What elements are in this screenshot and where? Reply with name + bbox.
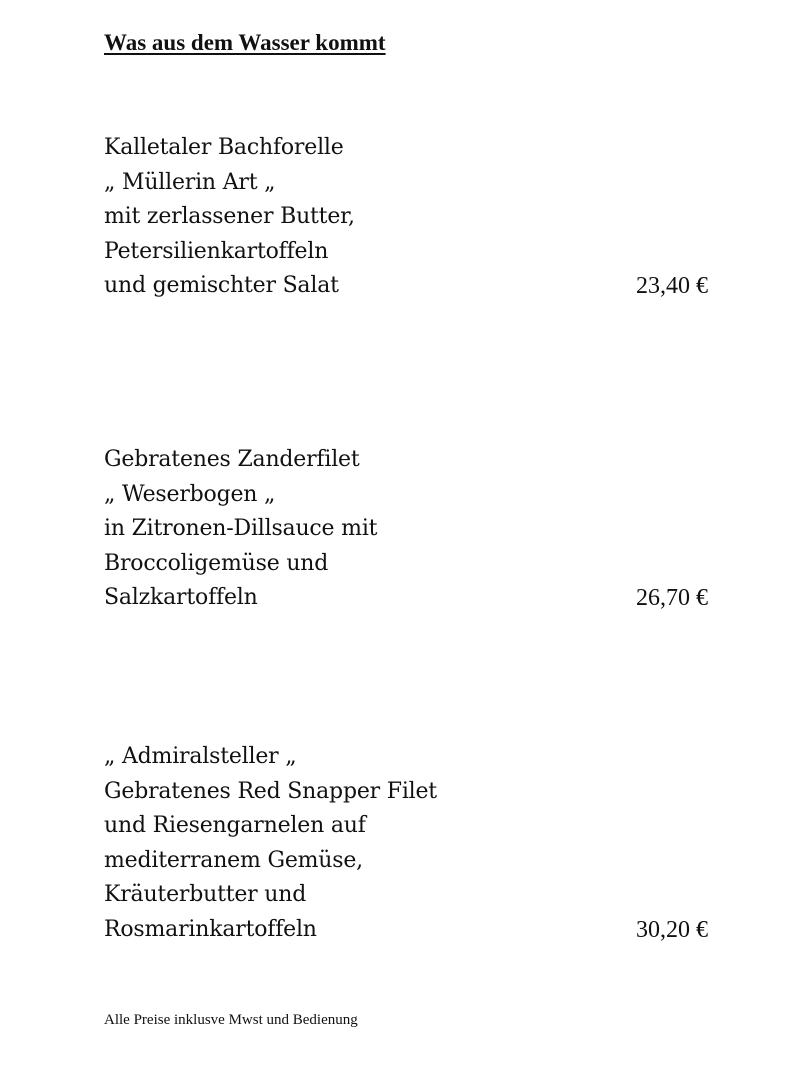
menu-item-price: 30,20 € [636, 916, 708, 943]
menu-item-line: mit zerlassener Butter, [104, 204, 355, 229]
menu-item-line: Kräuterbutter und [104, 882, 307, 907]
menu-item-price: 23,40 € [636, 273, 708, 299]
menu-item-line: Broccoligemüse und [104, 550, 329, 576]
menu-item-line: „ Müllerin Art „ [104, 169, 276, 195]
menu-item-line: mediterranem Gemüse, [104, 847, 363, 873]
menu-item-line: Petersilienkartoffeln [104, 238, 329, 264]
menu-item-zanderfilet [104, 443, 708, 616]
menu-item-line: „ Admiralsteller „ [104, 744, 297, 769]
page-title: Was aus dem Wasser kommt [104, 30, 386, 55]
menu-item-price: 26,70 € [636, 585, 708, 611]
menu-item-line: „ Weserbogen „ [104, 481, 276, 507]
menu-item-line: Rosmarinkartoffeln [104, 916, 317, 942]
menu-item-admiralsteller [104, 740, 708, 947]
menu-item-line: und gemischter Salat [104, 273, 339, 298]
menu-item-line: Salzkartoffeln [104, 585, 258, 610]
menu-item-line: und Riesengarnelen auf [104, 813, 366, 838]
menu-item-line: Gebratenes Red Snapper Filet [104, 778, 437, 804]
menu-item-line: Gebratenes Zanderfilet [104, 447, 360, 472]
menu-item-bachforelle [104, 131, 708, 304]
price-note: Alle Preise inklusve Mwst und Bedienung [104, 1012, 358, 1028]
menu-item-line: Kalletaler Bachforelle [104, 135, 344, 160]
menu-item-line: in Zitronen-Dillsauce mit [104, 516, 378, 541]
